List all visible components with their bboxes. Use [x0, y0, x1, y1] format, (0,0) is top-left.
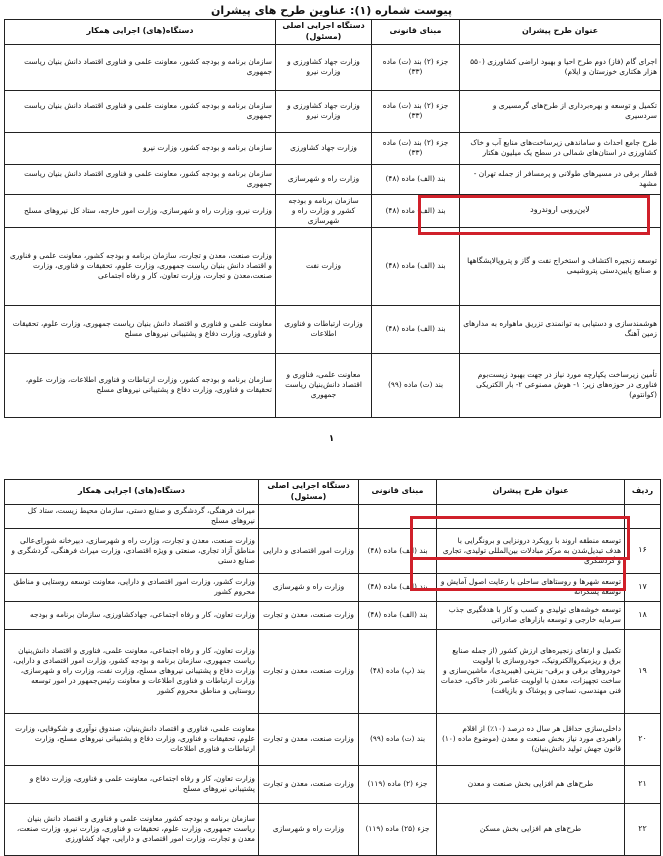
cell-main-exec: وزارت نفت — [276, 227, 372, 305]
cell-title — [437, 504, 625, 528]
cell-partner-exec: سازمان برنامه و بودجه کشور، وزارت ارتباطات و فناوری اطلاعات، وزارت علوم، تحقیقات و فناوری، وزارت دفاع و پشتیبانی نیروهای مسلح — [5, 353, 276, 417]
cell-row-number: ۱۸ — [625, 601, 661, 629]
cell-title: قطار برقی در مسیرهای طولانی و پرمسافر از جمله تهران - مشهد — [460, 164, 661, 194]
table-row — [5, 803, 661, 855]
cell-main-exec: وزارت صنعت، معدن و تجارت — [259, 629, 359, 713]
cell-partner-exec: سازمان برنامه و بودجه کشور، معاونت علمی و فناوری اقتصاد دانش بنیان ریاست جمهوری — [5, 90, 276, 132]
table-row — [5, 132, 661, 164]
page-number: ۱ — [328, 434, 335, 444]
projects-table-page1 — [4, 19, 661, 418]
cell-basis: بند (الف) ماده (۴۸) — [359, 528, 437, 573]
page-title: پیوست شماره (۱): عناوین طرح های پیشران — [210, 4, 453, 17]
header-basis: مبنای قانونی — [372, 20, 460, 45]
projects-table-page2 — [4, 479, 661, 856]
cell-basis: بند (الف) ماده (۴۸) — [359, 573, 437, 601]
cell-main-exec: سازمان برنامه و بودجه کشور و وزارت راه و شهرسازی — [276, 194, 372, 227]
cell-title: طرح‌های هم افزایی بخش مسکن — [437, 803, 625, 855]
header-row-number: ردیف — [625, 480, 661, 505]
cell-basis — [359, 504, 437, 528]
table-row — [5, 194, 661, 227]
cell-title: طرح جامع احداث و ساماندهی زیرساخت‌های منابع آب و خاک کشاورزی در استان‌های شمالی در سطح یک میلیون هکتار — [460, 132, 661, 164]
cell-partner-exec: معاونت علمی، فناوری و اقتصاد دانش‌بنیان، صندوق نوآوری و شکوفایی، وزارت علوم، تحقیقات و فناوری، وزارت دفاع و پشتیبانی نیروهای مسلح، وزارت ارتباطات و فناوری اطلاعات — [5, 713, 259, 765]
cell-row-number — [625, 504, 661, 528]
cell-main-exec: وزارت صنعت، معدن و تجارت — [259, 765, 359, 803]
cell-title: تکمیل و ارتقای زنجیره‌های ارزش کشور (از جمله صنایع برق و ریزمیکروالکترونیک، خودروسازی با اولویت خودروهای برقی و برقی- بنزینی (هیبریدی)، ماشین‌سازی و ساخت تجهیزات، معدن با اولویت عناصر نادر خاکی، خدمات فنی مهندسی، نساجی و پوشاک و بازیافت) — [437, 629, 625, 713]
table-row — [5, 528, 661, 573]
cell-title: هوشمندسازی و دستیابی به توانمندی تزریق ماهواره به مدارهای زمین آهنگ — [460, 305, 661, 353]
cell-main-exec: وزارت راه و شهرسازی — [276, 164, 372, 194]
cell-row-number: ۱۷ — [625, 573, 661, 601]
header-main-exec: دستگاه اجرایی اصلی (مسئول) — [276, 20, 372, 45]
header-title: عنوان طرح پیشران — [460, 20, 661, 45]
cell-partner-exec: سازمان برنامه و بودجه کشور، معاونت علمی و فناوری اقتصاد دانش بنیان ریاست جمهوری — [5, 164, 276, 194]
table-row — [5, 601, 661, 629]
header-main-exec: دستگاه اجرایی اصلی (مسئول) — [259, 480, 359, 505]
cell-title: لاین‌روبی اروندرود — [460, 194, 661, 227]
cell-basis: بند (پ) ماده (۴۸) — [359, 629, 437, 713]
cell-basis: جزء (۲) بند (ت) ماده (۳۳) — [372, 44, 460, 90]
cell-basis: بند (الف) ماده (۴۸) — [372, 227, 460, 305]
cell-row-number: ۲۰ — [625, 713, 661, 765]
cell-main-exec: وزارت ارتباطات و فناوری اطلاعات — [276, 305, 372, 353]
header-title: عنوان طرح پیشران — [437, 480, 625, 505]
cell-basis: جزء (۲) بند (ت) ماده (۳۳) — [372, 132, 460, 164]
table-row — [5, 164, 661, 194]
cell-title: توسعه منطقه اروند با رویکرد درونزایی و برونگرایی با هدف تبدیل‌شدن به مرکز مبادلات بین‌المللی تولیدی، تجاری و گردشگری — [437, 528, 625, 573]
cell-partner-exec: وزارت صنعت، معدن و تجارت، سازمان برنامه و بودجه کشور، معاونت علمی و فناوری و اقتصاد دانش بنیان ریاست جمهوری، وزارت علوم، تحقیقات و فناوری، وزارت صنعت،معدن و تجارت، وزارت تعاون، کار و رفاه اجتماعی — [5, 227, 276, 305]
cell-basis: جزء (۲) ماده (۱۱۹) — [359, 765, 437, 803]
cell-main-exec: وزارت صنعت، معدن و تجارت — [259, 601, 359, 629]
cell-partner-exec: سازمان برنامه و بودجه کشور، معاونت علمی و فناوری اقتصاد دانش بنیان ریاست جمهوری — [5, 44, 276, 90]
cell-main-exec: وزارت راه و شهرسازی — [259, 803, 359, 855]
cell-main-exec: وزارت جهاد کشاورزی — [276, 132, 372, 164]
cell-basis: جزء (۲) بند (ت) ماده (۳۳) — [372, 90, 460, 132]
cell-main-exec: وزارت جهاد کشاورزی و وزارت نیرو — [276, 90, 372, 132]
cell-title: طرح‌های هم افزایی بخش صنعت و معدن — [437, 765, 625, 803]
cell-partner-exec: معاونت علمی و فناوری و اقتصاد دانش بنیان ریاست جمهوری، وزارت علوم، تحقیقات و فناوری، وزارت دفاع و پشتیبانی نیروهای مسلح — [5, 305, 276, 353]
table-row — [5, 353, 661, 417]
cell-partner-exec: وزارت نیرو، وزارت راه و شهرسازی، وزارت امور خارجه، ستاد کل نیروهای مسلح — [5, 194, 276, 227]
cell-partner-exec: وزارت کشور، وزارت امور اقتصادی و دارایی، معاونت توسعه روستایی و مناطق محروم کشور — [5, 573, 259, 601]
cell-title: اجرای گام (فاز) دوم طرح احیا و بهبود اراضی کشاورزی (۵۵۰ هزار هکتاری خوزستان و ایلام) — [460, 44, 661, 90]
cell-main-exec: وزارت جهاد کشاورزی و وزارت نیرو — [276, 44, 372, 90]
cell-title: تأمین زیرساخت یکپارچه مورد نیاز در جهت بهبود زیست‌بوم فناوری در حوزه‌های زیر: ۱- هوش مصنوعی ۲- بار الکتریکی (کوانتوم) — [460, 353, 661, 417]
table-row — [5, 305, 661, 353]
cell-row-number: ۱۹ — [625, 629, 661, 713]
cell-partner-exec: سازمان برنامه و بودجه کشور معاونت علمی و فناوری و اقتصاد دانش بنیان ریاست جمهوری، وزارت علوم، تحقیقات و فناوری، وزارت نیرو، وزارت صنعت، معدن و تجارت، وزارت امور اقتصادی و دارایی، جهاد کشاورزی — [5, 803, 259, 855]
table-row — [5, 765, 661, 803]
cell-basis: بند (الف) ماده (۴۸) — [359, 601, 437, 629]
cell-basis: بند (ت) ماده (۹۹) — [359, 713, 437, 765]
cell-row-number: ۲۱ — [625, 765, 661, 803]
cell-main-exec: وزارت امور اقتصادی و دارایی — [259, 528, 359, 573]
header-basis: مبنای قانونی — [359, 480, 437, 505]
table-row — [5, 90, 661, 132]
cell-main-exec: وزارت راه و شهرسازی — [259, 573, 359, 601]
cell-title: توسعه زنجیره اکتشاف و استخراج نفت و گاز و پتروپالایشگاهها و صنایع پایین‌دستی پتروشیمی — [460, 227, 661, 305]
table-row — [5, 227, 661, 305]
cell-main-exec — [259, 504, 359, 528]
cell-main-exec: وزارت صنعت، معدن و تجارت — [259, 713, 359, 765]
cell-partner-exec: میراث فرهنگی، گردشگری و صنایع دستی، سازمان محیط زیست، ستاد کل نیروهای مسلح — [5, 504, 259, 528]
cell-partner-exec: وزارت صنعت، معدن و تجارت، وزارت راه و شهرسازی، دبیرخانه شورای‌عالی مناطق آزاد تجاری، صنعتی و ویژه اقتصادی، وزارت میراث فرهنگی، گردشگری و صنایع دستی — [5, 528, 259, 573]
table-row — [5, 629, 661, 713]
table-row — [5, 713, 661, 765]
cell-basis: بند (الف) ماده (۴۸) — [372, 164, 460, 194]
table-row — [5, 573, 661, 601]
cell-partner-exec: وزارت تعاون، کار و رفاه اجتماعی، معاونت علمی، فناوری و اقتصاد دانش‌بنیان ریاست جمهوری، سازمان برنامه و بودجه کشور، وزارت امور اقتصادی و دارایی، وزارت دفاع و پشتیبانی نیروهای مسلح، وزارت نفت، وزارت راه و شهرسازی، وزارت ارتباطات و فناوری اطلاعات و معاونت رئیس‌جمهور در امور توسعه روستایی و مناطق محروم کشور — [5, 629, 259, 713]
cell-title: توسعه شهرها و روستاهای ساحلی با رعایت اصول آمایش و توسعه پسکرانه — [437, 573, 625, 601]
table-row — [5, 504, 661, 528]
cell-title: تکمیل و توسعه و بهره‌برداری از طرح‌های گرمسیری و سردسیری — [460, 90, 661, 132]
cell-basis: بند (الف) ماده (۴۸) — [372, 194, 460, 227]
header-partner-exec: دستگاه(های) اجرایی همکار — [5, 20, 276, 45]
cell-title: توسعه خوشه‌های تولیدی و کسب و کار با هدفگیری جذب سرمایه خارجی و توسعه بازارهای صادراتی — [437, 601, 625, 629]
cell-basis: جزء (۲۵) ماده (۱۱۹) — [359, 803, 437, 855]
table-row — [5, 44, 661, 90]
cell-row-number: ۱۶ — [625, 528, 661, 573]
cell-title: داخلی‌سازی حداقل هر سال ده درصد (۱۰٪) از اقلام راهبردی مورد نیاز بخش صنعت و معدن (موضوع ماده (۱۰) قانون جهش تولید دانش‌بنیان) — [437, 713, 625, 765]
cell-partner-exec: وزارت تعاون، کار و رفاه اجتماعی، معاونت علمی و فناوری، وزارت دفاع و پشتیبانی نیروهای مسلح — [5, 765, 259, 803]
cell-row-number: ۲۲ — [625, 803, 661, 855]
cell-partner-exec: وزارت تعاون، کار و رفاه اجتماعی، جهادکشاورزی، سازمان برنامه و بودجه — [5, 601, 259, 629]
cell-partner-exec: سازمان برنامه و بودجه کشور، وزارت نیرو — [5, 132, 276, 164]
cell-main-exec: معاونت علمی، فناوری و اقتصاد دانش‌بنیان ریاست جمهوری — [276, 353, 372, 417]
cell-basis: بند (الف) ماده (۴۸) — [372, 305, 460, 353]
header-partner-exec: دستگاه(های) اجرایی همکار — [5, 480, 259, 505]
cell-basis: بند (ت) ماده (۹۹) — [372, 353, 460, 417]
